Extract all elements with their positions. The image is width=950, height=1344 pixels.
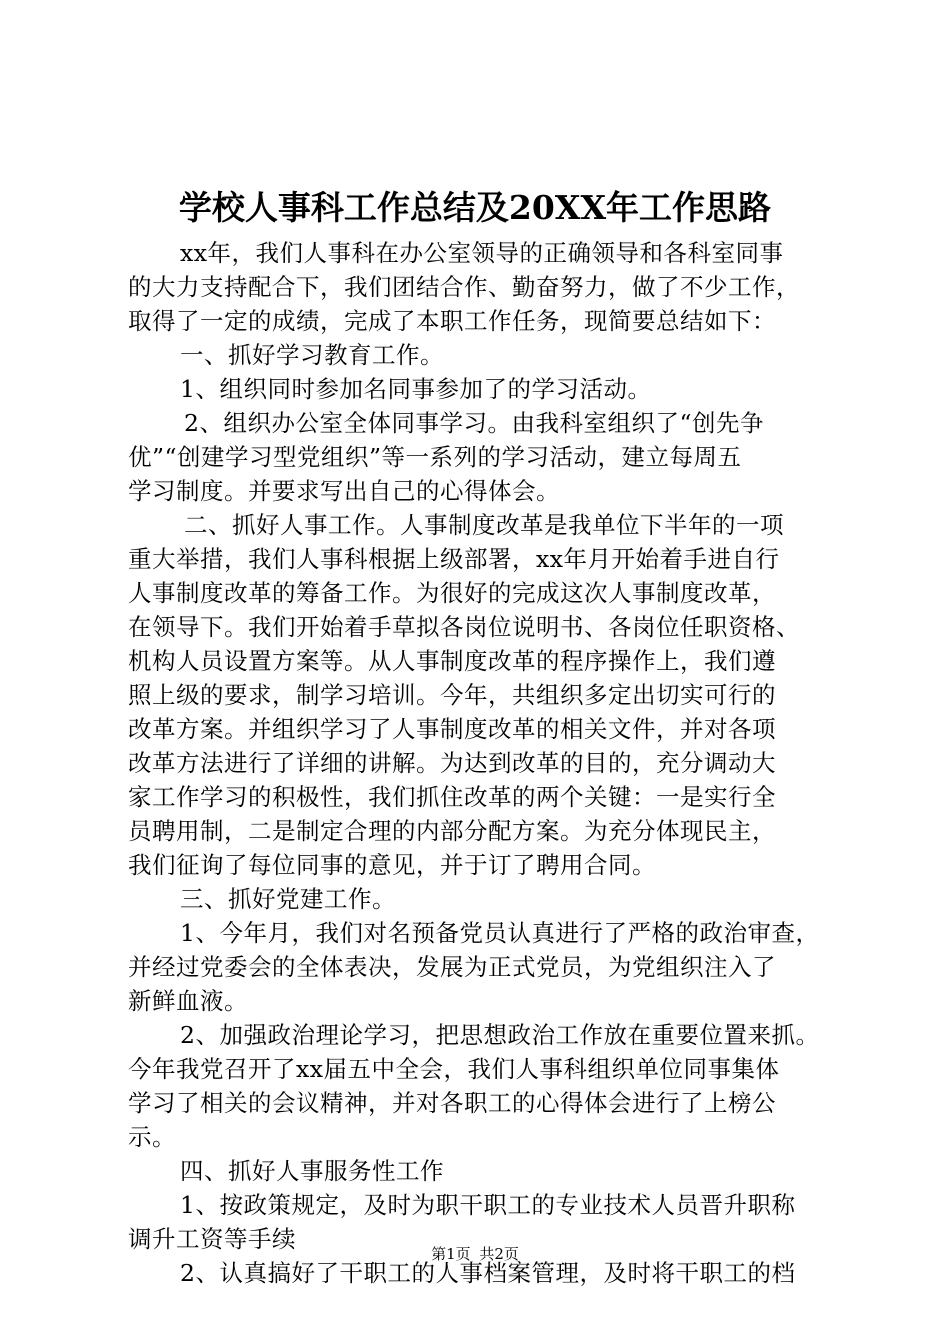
section-heading: 三、抓好党建工作。	[180, 885, 396, 913]
paragraph-line: 照上级的要求，制学习培训。今年，共组织多定出切实可行的	[128, 681, 776, 709]
paragraph-line: 改革方案。并组织学习了人事制度改革的相关文件，并对各项	[128, 715, 776, 743]
paragraph-line: 取得了一定的成绩，完成了本职工作任务，现简要总结如下：	[128, 307, 776, 335]
paragraph-line: 在领导下。我们开始着手草拟各岗位说明书、各岗位任职资格、	[128, 613, 800, 641]
paragraph-line: 今年我党召开了xx届五中全会，我们人事科组织单位同事集体	[128, 1055, 780, 1083]
section-heading: 二、抓好人事工作。人事制度改革是我单位下半年的一项	[184, 511, 784, 539]
page-footer	[0, 1244, 950, 1264]
paragraph-line: 2、认真搞好了干职工的人事档案管理，及时将干职工的档	[180, 1259, 796, 1287]
paragraph-line: 学习了相关的会议精神，并对各职工的心得体会进行了上榜公	[128, 1089, 776, 1117]
paragraph-line: 2、加强政治理论学习，把思想政治工作放在重要位置来抓。	[180, 1021, 820, 1049]
paragraph-line: 1、按政策规定，及时为职干职工的专业技术人员晋升职称	[180, 1191, 796, 1219]
paragraph-line: 家工作学习的积极性，我们抓住改革的两个关键：一是实行全	[128, 783, 776, 811]
document-title: 学校人事科工作总结及20XX年工作思路	[178, 188, 772, 227]
document-body	[128, 236, 840, 1290]
paragraph-line: 员聘用制，二是制定合理的内部分配方案。为充分体现民主，	[128, 817, 776, 845]
paragraph-line: 机构人员设置方案等。从人事制度改革的程序操作上，我们遵	[128, 647, 776, 675]
paragraph-line: 调升工资等手续	[128, 1225, 296, 1253]
paragraph-line: 并经过党委会的全体表决，发展为正式党员，为党组织注入了	[128, 953, 776, 981]
section-heading: 四、抓好人事服务性工作	[180, 1157, 444, 1185]
paragraph-line: 1、今年月，我们对名预备党员认真进行了严格的政治审查，	[180, 919, 820, 947]
paragraph-line: 我们征询了每位同事的意见，并于订了聘用合同。	[128, 851, 656, 879]
paragraph-line: 示。	[128, 1123, 176, 1151]
paragraph-line: 新鲜血液。	[128, 987, 248, 1015]
paragraph-line: 学习制度。并要求写出自己的心得体会。	[128, 477, 560, 505]
paragraph-line: 优”“创建学习型党组织”等一系列的学习活动，建立每周五	[128, 443, 742, 471]
paragraph-line: 2、组织办公室全体同事学习。由我科室组织了“创先争	[184, 409, 764, 437]
paragraph-line: 的大力支持配合下，我们团结合作、勤奋努力，做了不少工作，	[128, 273, 800, 301]
section-heading: 一、抓好学习教育工作。	[180, 341, 444, 369]
paragraph-line: 改革方法进行了详细的讲解。为达到改革的目的，充分调动大	[128, 749, 776, 777]
page-total: 共2页	[479, 1245, 519, 1263]
page-number: 第1页	[431, 1245, 471, 1263]
paragraph-line: xx年，我们人事科在办公室领导的正确领导和各科室同事	[180, 239, 784, 267]
paragraph-line: 重大举措，我们人事科根据上级部署，xx年月开始着手进自行	[128, 545, 780, 573]
paragraph-line: 人事制度改革的筹备工作。为很好的完成这次人事制度改革，	[128, 579, 776, 607]
paragraph-line: 1、组织同时参加名同事参加了的学习活动。	[180, 375, 652, 403]
